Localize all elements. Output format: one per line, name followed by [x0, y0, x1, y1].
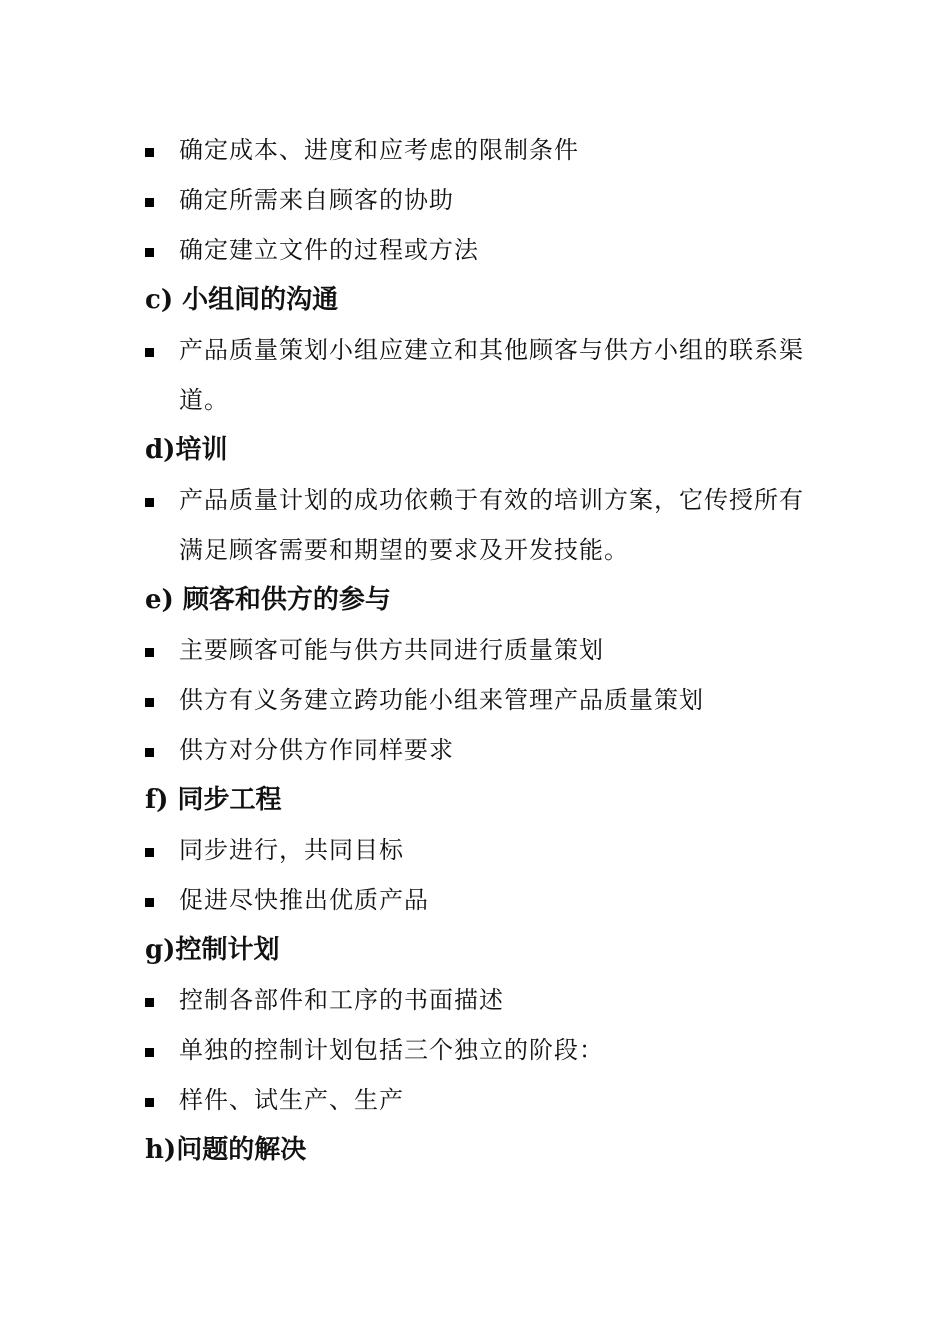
section-heading-concurrent-engineering: f) 同步工程	[145, 785, 282, 815]
section-heading-communication: c) 小组间的沟通	[145, 285, 339, 315]
bullet-icon	[145, 225, 179, 275]
bullet-icon	[145, 975, 179, 1025]
list-item	[145, 125, 815, 175]
bullet-icon	[145, 325, 179, 375]
bullet-icon	[145, 175, 179, 225]
list-item-text: 控制各部件和工序的书面描述	[179, 986, 504, 1014]
list-item	[145, 875, 815, 925]
list-item	[145, 1075, 815, 1125]
list-item-text: 主要顾客可能与供方共同进行质量策划	[179, 636, 604, 664]
bullet-icon	[145, 125, 179, 175]
list-item-text: 确定所需来自顾客的协助	[179, 186, 454, 214]
list-item-text: 供方对分供方作同样要求	[179, 736, 454, 764]
list-item	[145, 825, 815, 875]
list-item-text: 确定建立文件的过程或方法	[179, 236, 479, 264]
section-heading-training: d)培训	[145, 435, 228, 465]
section-heading-participation: e) 顾客和供方的参与	[145, 585, 391, 615]
list-item	[145, 725, 815, 775]
list-item-text: 产品质量策划小组应建立和其他顾客与供方小组的联系渠道。	[179, 336, 804, 414]
list-item-text: 促进尽快推出优质产品	[179, 886, 429, 914]
document-body	[145, 125, 815, 1175]
list-item-text: 单独的控制计划包括三个独立的阶段：	[179, 1036, 604, 1064]
list-item-text: 确定成本、进度和应考虑的限制条件	[179, 136, 579, 164]
list-item-text: 样件、试生产、生产	[179, 1086, 404, 1114]
list-item	[145, 975, 815, 1025]
section-heading-problem-solving: h)问题的解决	[145, 1135, 307, 1165]
list-item-text: 供方有义务建立跨功能小组来管理产品质量策划	[179, 686, 704, 714]
list-item	[145, 675, 815, 725]
bullet-icon	[145, 725, 179, 775]
list-item	[145, 625, 815, 675]
bullet-icon	[145, 1075, 179, 1125]
list-item	[145, 325, 815, 425]
bullet-icon	[145, 675, 179, 725]
list-item	[145, 225, 815, 275]
bullet-icon	[145, 1025, 179, 1075]
list-item	[145, 475, 815, 575]
list-item-text: 同步进行，共同目标	[179, 836, 404, 864]
list-item	[145, 1025, 815, 1075]
list-item	[145, 175, 815, 225]
bullet-icon	[145, 475, 179, 525]
section-heading-control-plan: g)控制计划	[145, 935, 280, 965]
bullet-icon	[145, 625, 179, 675]
bullet-icon	[145, 875, 179, 925]
bullet-icon	[145, 825, 179, 875]
list-item-text: 产品质量计划的成功依赖于有效的培训方案，它传授所有满足顾客需要和期望的要求及开发技能。	[179, 486, 804, 564]
